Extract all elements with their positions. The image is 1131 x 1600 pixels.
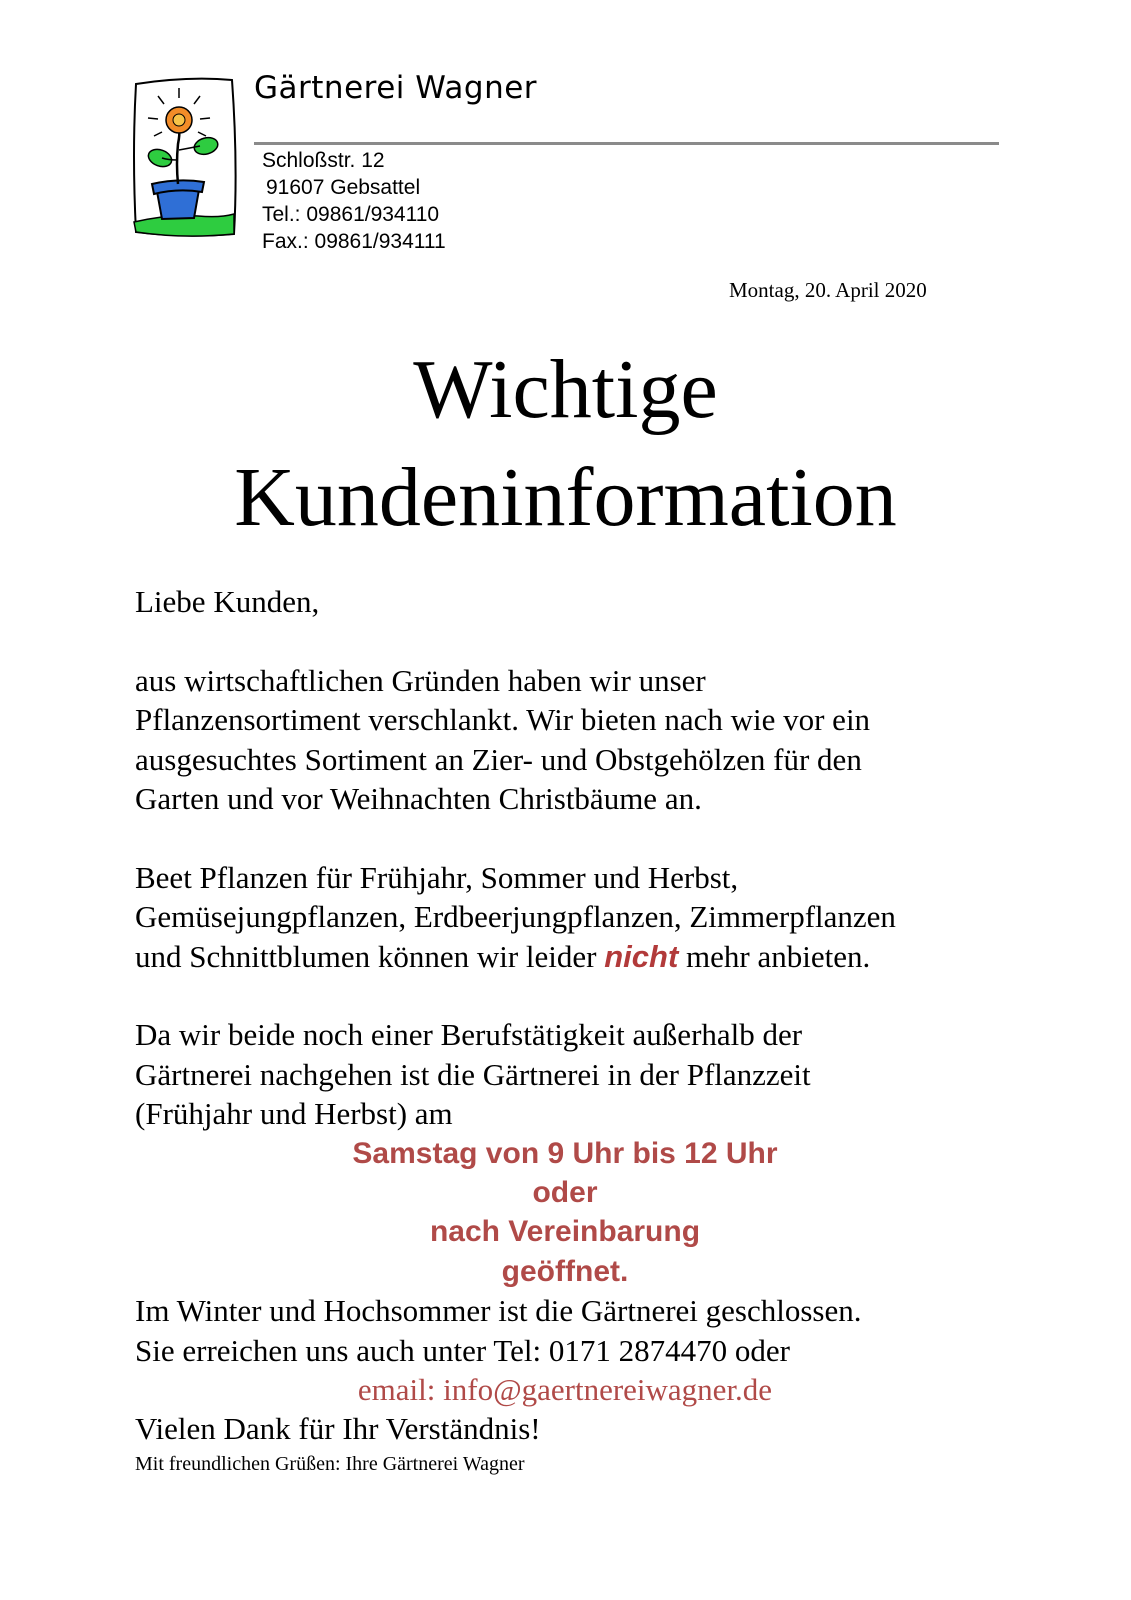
hours-line: Samstag von 9 Uhr bis 12 Uhr xyxy=(352,1136,778,1170)
letter-body xyxy=(135,582,1005,1477)
salutation: Liebe Kunden, xyxy=(135,584,320,619)
email-link[interactable]: email: info@gaertnereiwagner.de xyxy=(357,1372,773,1408)
text-line: Gärtnerei nachgehen ist die Gärtnerei in der Pflanzzeit xyxy=(135,1056,811,1092)
hours-line: nach Vereinbarung xyxy=(429,1215,701,1249)
text-line: (Frühjahr und Herbst) am xyxy=(135,1096,453,1132)
emphasis-nicht: nicht xyxy=(604,938,679,974)
paragraph-contact xyxy=(135,1291,1005,1370)
opening-hours xyxy=(135,1134,995,1292)
letter-date: Montag, 20. April 2020 xyxy=(729,278,927,302)
hours-line: geöffnet. xyxy=(501,1254,629,1288)
hours-line: oder xyxy=(532,1176,598,1210)
text-line xyxy=(135,937,1005,976)
page-title xyxy=(0,336,1131,552)
address-city: 91607 Gebsattel xyxy=(266,176,421,199)
title-line: Wichtige xyxy=(413,343,718,436)
text-line: ausgesuchtes Sortiment an Zier- und Obstgehölzen für den xyxy=(135,741,862,777)
company-address xyxy=(262,147,446,255)
company-name: Gärtnerei Wagner xyxy=(254,70,538,106)
text-line: Im Winter und Hochsommer ist die Gärtnerei geschlossen. xyxy=(135,1293,862,1329)
text-line: aus wirtschaftlichen Gründen haben wir unser xyxy=(135,662,706,698)
header-divider xyxy=(254,142,999,145)
title-line: Kundeninformation xyxy=(234,451,897,544)
signature: Mit freundlichen Grüßen: Ihre Gärtnerei Wagner xyxy=(135,1452,525,1475)
paragraph-assortment xyxy=(135,661,1005,819)
sunflower-pot-icon xyxy=(128,74,240,244)
text-line: Beet Pflanzen für Frühjahr, Sommer und Herbst, xyxy=(135,859,739,895)
text-line: Gemüsejungpflanzen, Erdbeerjungpflanzen, Zimmerpflanzen xyxy=(135,899,896,935)
text-span: und Schnittblumen können wir leider xyxy=(135,938,605,974)
paragraph-hours-intro xyxy=(135,1015,1005,1133)
text-span: mehr anbieten. xyxy=(678,938,871,974)
address-street: Schloßstr. 12 xyxy=(262,149,385,172)
address-fax: Fax.: 09861/934111 xyxy=(262,230,446,253)
text-line: Garten und vor Weihnachten Christbäume an. xyxy=(135,781,702,817)
address-phone: Tel.: 09861/934110 xyxy=(262,203,440,226)
paragraph-discontinued xyxy=(135,858,1005,976)
thanks-line: Vielen Dank für Ihr Verständnis! xyxy=(135,1411,541,1447)
text-line: Pflanzensortiment verschlankt. Wir bieten nach wie vor ein xyxy=(135,702,871,738)
text-line: Sie erreichen uns auch unter Tel: 0171 2874470 oder xyxy=(135,1332,790,1368)
text-line: Da wir beide noch einer Berufstätigkeit außerhalb der xyxy=(135,1017,803,1053)
